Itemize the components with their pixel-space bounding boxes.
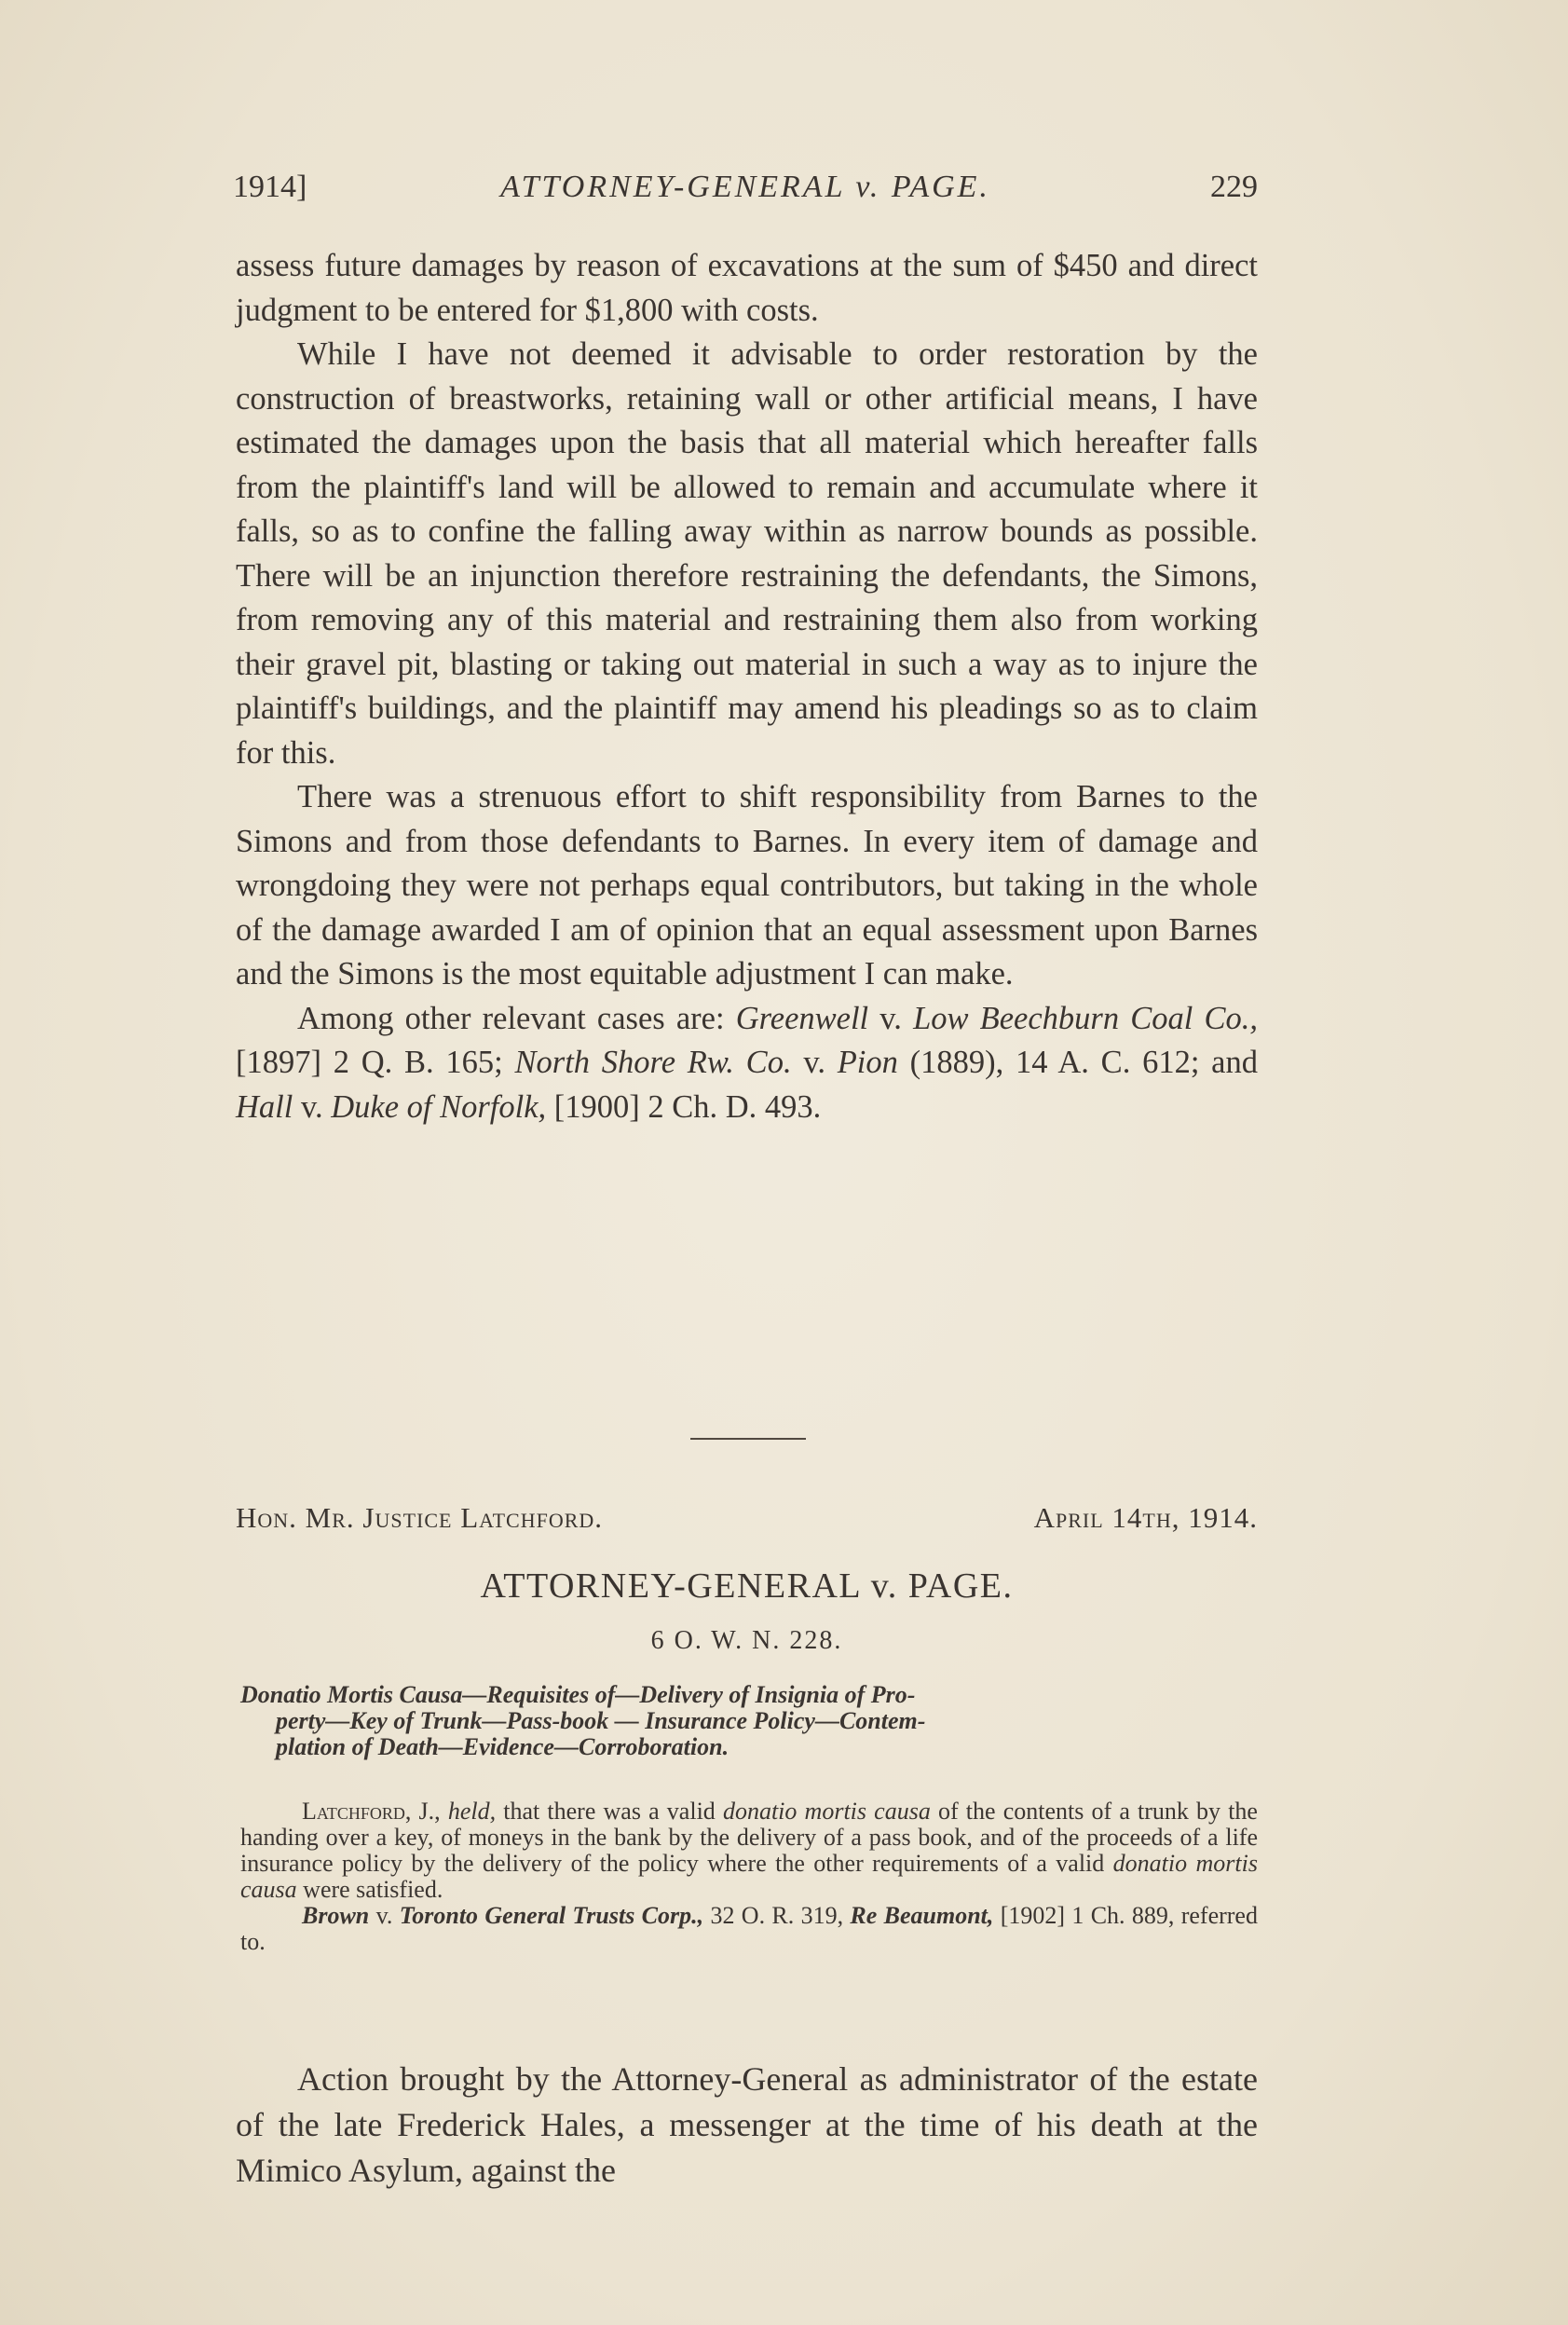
paragraph-2: While I have not deemed it advisable to order restoration by the construction of breastworks, retaining wall or other artificial means, I have estimated the damages upon the basis that all material which hereafter falls from the plaintiff's land will be allowed to remain and accumulate where it falls, so as to confine the falling away within as narrow bounds as possible. There will be an injunction therefore restraining the defendants, the Simons, from removing any of this material and restraining them also from working their gravel pit, blasting or taking out material in such a way as to injure the plaintiff's buildings, and the plaintiff may amend his pleadings so as to claim for this.: [236, 336, 1258, 771]
page-number: 229: [1210, 170, 1258, 204]
catchwords-line: plation of Death—Evidence—Corroboration.: [276, 1733, 729, 1760]
held-judge: Latchford, J.,: [302, 1798, 441, 1825]
action-statement: [236, 2057, 1258, 2194]
case-name: Re Beaumont,: [850, 1902, 994, 1929]
case-citation-report: 6 O. W. N. 228.: [650, 1626, 843, 1655]
case-name: Toronto General Trusts Corp.,: [399, 1902, 704, 1929]
header-running-title: ATTORNEY-GENERAL v. PAGE.: [500, 170, 990, 204]
case-name: Low Beechburn Coal Co.,: [913, 1000, 1259, 1036]
decision-date: April 14th, 1914.: [1033, 1501, 1258, 1534]
latin-term: donatio mortis causa: [722, 1798, 931, 1825]
case-title: ATTORNEY-GENERAL v. PAGE.: [480, 1566, 1014, 1606]
running-header: [233, 158, 1258, 214]
paragraph-4-cases: [236, 997, 1258, 1130]
held-paragraph: [240, 1798, 1258, 1903]
paragraph-3: There was a strenuous effort to shift responsibility from Barnes to the Simons and from those defendants to Barnes. In every item of damage and wrongdoing they were not perhaps equal contributors, but taking in the whole of the damage awarded I am of opinion that an equal assessment upon Barnes and the Simons is the most equitable adjustment I can make.: [236, 779, 1258, 992]
header-year: 1914]: [233, 170, 307, 204]
case-name: Hall: [236, 1088, 293, 1125]
held-text: were satisfied.: [296, 1876, 443, 1903]
catchwords-line: Donatio Mortis Causa—Requisites of—Delivery of Insignia of Pro-: [240, 1681, 916, 1708]
paragraph-1: assess future damages by reason of excavations at the sum of $450 and direct judgment to be entered for $1,800 with costs.: [236, 248, 1258, 328]
action-paragraph: Action brought by the Attorney-General as administrator of the estate of the late Frederick Hales, a messenger at the time of his death at the Mimico Asylum, against the: [236, 2060, 1258, 2189]
references-paragraph: [240, 1903, 1258, 1955]
held-text: of the contents of a trunk by the handing over a key, of moneys in the bank by the delivery of a pass book, and of the proceeds of a life insurance policy by the delivery of the policy where the other requirements of a valid: [240, 1798, 1258, 1877]
judgment-continuation: [236, 244, 1258, 1129]
case-name: Greenwell: [735, 1000, 869, 1036]
case-citation: 32 O. R. 319,: [703, 1902, 851, 1929]
case-citation: [1900] 2 Ch. D. 493.: [546, 1088, 822, 1125]
case-citation: [1902] 1 Ch. 889, referred to.: [240, 1902, 1258, 1955]
case-name: Pion: [837, 1045, 898, 1080]
case-citation: (1889), 14 A. C. 612; and: [897, 1045, 1258, 1080]
catchwords-line: perty—Key of Trunk—Pass-book — Insurance Policy—Contem-: [276, 1707, 926, 1734]
latin-term: donatio mortis causa: [240, 1850, 1258, 1903]
judge-name: Hon. Mr. Justice Latchford.: [236, 1501, 604, 1534]
versus: v.: [293, 1088, 332, 1125]
versus: v.: [868, 1000, 914, 1036]
held-word: held,: [440, 1798, 497, 1825]
case-name: Brown: [302, 1902, 370, 1929]
catchwords: [240, 1682, 1258, 1760]
case-citation: [1897] 2 Q. B. 165;: [236, 1045, 515, 1080]
section-divider: [690, 1438, 806, 1440]
versus: v.: [369, 1902, 400, 1929]
headnote: [240, 1798, 1258, 1955]
cases-lead: Among other relevant cases are:: [297, 1000, 736, 1036]
versus: v.: [791, 1045, 838, 1080]
case-name: Duke of Norfolk,: [331, 1088, 547, 1125]
held-text: that there was a valid: [496, 1798, 723, 1825]
judge-date-line: [236, 1501, 1258, 1535]
case-name: North Shore Rw. Co.: [514, 1045, 792, 1080]
